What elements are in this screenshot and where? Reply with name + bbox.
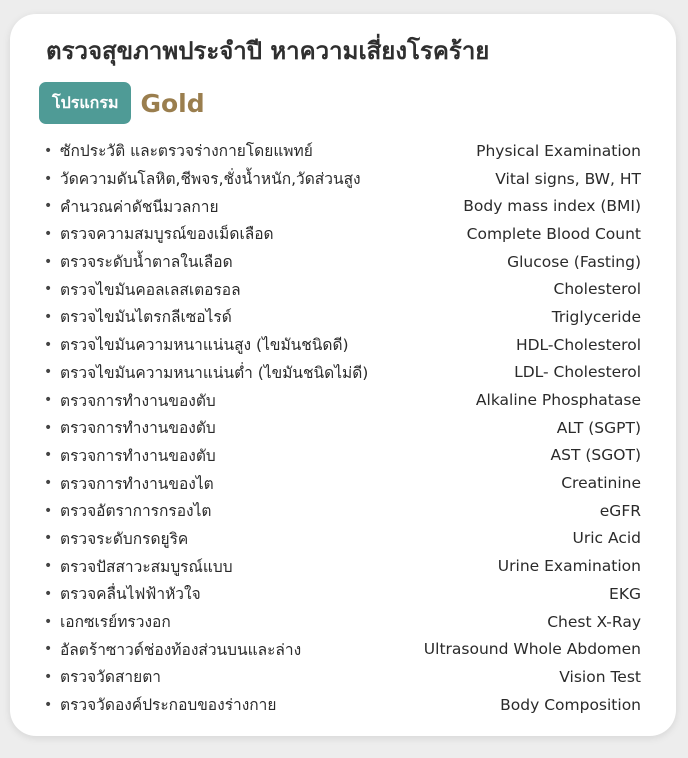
bullet-icon: •: [44, 336, 53, 353]
bullet-icon: •: [44, 447, 53, 464]
bullet-icon: •: [44, 253, 53, 270]
bullet-icon: •: [44, 198, 53, 215]
item-english-label: Creatinine: [561, 474, 641, 493]
item-thai-group: [44, 194, 219, 219]
bullet-icon: •: [44, 585, 53, 602]
item-thai-label: ตรวจคลื่นไฟฟ้าหัวใจ: [60, 585, 201, 604]
item-thai-group: [44, 304, 232, 329]
item-thai-group: [44, 609, 171, 634]
bullet-icon: •: [44, 530, 53, 547]
bullet-icon: •: [44, 281, 53, 298]
page-title: ตรวจสุขภาพประจำปี หาความเสี่ยงโรคร้าย: [46, 37, 490, 65]
item-thai-label: ตรวจไขมันคอลเลสเตอรอล: [60, 280, 241, 299]
program-row: [39, 82, 205, 124]
item-thai-group: [44, 637, 301, 662]
list-item: [44, 497, 641, 525]
item-thai-group: [44, 526, 188, 551]
list-item: [44, 192, 641, 220]
list-item: [44, 580, 641, 608]
bullet-icon: •: [44, 364, 53, 381]
list-item: [44, 525, 641, 553]
list-item: [44, 608, 641, 636]
list-item: [44, 220, 641, 248]
list-item: [44, 386, 641, 414]
item-english-label: HDL-Cholesterol: [515, 335, 641, 354]
item-thai-group: [44, 249, 233, 274]
item-english-label: eGFR: [599, 501, 641, 520]
item-english-label: EKG: [609, 584, 641, 603]
item-english-label: Physical Examination: [476, 141, 641, 160]
item-thai-group: [44, 221, 274, 246]
item-thai-group: [44, 443, 216, 468]
item-thai-label: เอกซเรย์ทรวงอก: [60, 613, 171, 632]
item-thai-group: [44, 554, 233, 579]
item-thai-label: ตรวจการทำงานของตับ: [60, 419, 216, 438]
item-english-label: Glucose (Fasting): [507, 252, 641, 271]
item-english-label: Ultrasound Whole Abdomen: [423, 640, 641, 659]
item-thai-group: [44, 360, 368, 385]
item-thai-label: อัลตร้าซาวด์ช่องท้องส่วนบนและล่าง: [60, 640, 302, 659]
item-english-label: Uric Acid: [572, 529, 641, 548]
bullet-icon: •: [44, 696, 53, 713]
list-item: [44, 275, 641, 303]
bullet-icon: •: [44, 419, 53, 436]
bullet-icon: •: [44, 225, 53, 242]
item-thai-label: ตรวจระดับกรดยูริค: [60, 529, 189, 548]
program-badge: โปรแกรม: [39, 82, 131, 124]
item-thai-group: [44, 388, 216, 413]
list-item: [44, 635, 641, 663]
item-thai-label: ตรวจความสมบูรณ์ของเม็ดเลือด: [60, 225, 274, 244]
list-item: [44, 359, 641, 387]
item-thai-group: [44, 332, 349, 357]
item-english-label: LDL- Cholesterol: [514, 363, 641, 382]
item-thai-label: ตรวจวัดองค์ประกอบของร่างกาย: [60, 696, 277, 715]
item-english-label: Urine Examination: [497, 557, 641, 576]
item-thai-label: คำนวณค่าดัชนีมวลกาย: [60, 197, 219, 216]
item-thai-label: วัดความดันโลหิต,ชีพจร,ชั่งน้ำหนัก,วัดส่วนสูง: [60, 170, 361, 189]
item-thai-label: ตรวจไขมันความหนาแน่นต่ำ (ไขมันชนิดไม่ดี): [60, 363, 369, 382]
item-thai-group: [44, 692, 276, 717]
list-item: [44, 442, 641, 470]
item-english-label: Triglyceride: [551, 307, 641, 326]
list-item: [44, 137, 641, 165]
list-item: [44, 414, 641, 442]
list-item: [44, 552, 641, 580]
item-english-label: Vision Test: [559, 667, 641, 686]
item-thai-group: [44, 498, 211, 523]
list-item: [44, 248, 641, 276]
item-english-label: AST (SGOT): [550, 446, 641, 465]
list-item: [44, 331, 641, 359]
item-thai-group: [44, 664, 161, 689]
item-thai-label: ตรวจอัตราการกรองไต: [60, 502, 212, 521]
item-english-label: Cholesterol: [553, 280, 641, 299]
item-english-label: Chest X-Ray: [547, 612, 641, 631]
item-english-label: ALT (SGPT): [556, 418, 641, 437]
item-english-label: Body mass index (BMI): [463, 197, 641, 216]
item-thai-group: [44, 138, 313, 163]
item-thai-label: ตรวจวัดสายตา: [60, 668, 161, 687]
item-thai-label: ตรวจปัสสาวะสมบูรณ์แบบ: [60, 557, 233, 576]
item-thai-label: ซักประวัติ และตรวจร่างกายโดยแพทย์: [60, 142, 313, 161]
bullet-icon: •: [44, 641, 53, 658]
item-thai-group: [44, 166, 361, 191]
item-thai-label: ตรวจไขมันไตรกลีเซอไรด์: [60, 308, 232, 327]
list-item: [44, 303, 641, 331]
bullet-icon: •: [44, 392, 53, 409]
item-english-label: Body Composition: [500, 695, 641, 714]
bullet-icon: •: [44, 170, 53, 187]
bullet-icon: •: [44, 308, 53, 325]
item-thai-label: ตรวจการทำงานของตับ: [60, 391, 216, 410]
item-thai-group: [44, 581, 201, 606]
item-thai-group: [44, 415, 216, 440]
item-thai-group: [44, 471, 214, 496]
bullet-icon: •: [44, 142, 53, 159]
list-item: [44, 663, 641, 691]
item-thai-label: ตรวจไขมันความหนาแน่นสูง (ไขมันชนิดดี): [60, 336, 349, 355]
list-item: [44, 165, 641, 193]
item-english-label: Vital signs, BW, HT: [495, 169, 641, 188]
item-english-label: Complete Blood Count: [466, 224, 641, 243]
bullet-icon: •: [44, 475, 53, 492]
checkup-item-list: [44, 137, 641, 718]
item-english-label: Alkaline Phosphatase: [475, 391, 641, 410]
bullet-icon: •: [44, 502, 53, 519]
bullet-icon: •: [44, 613, 53, 630]
bullet-icon: •: [44, 668, 53, 685]
item-thai-label: ตรวจการทำงานของไต: [60, 474, 214, 493]
list-item: [44, 469, 641, 497]
item-thai-label: ตรวจการทำงานของตับ: [60, 446, 216, 465]
item-thai-label: ตรวจระดับน้ำตาลในเลือด: [60, 253, 233, 272]
package-card: [10, 14, 676, 736]
list-item: [44, 691, 641, 719]
item-thai-group: [44, 277, 241, 302]
program-tier: Gold: [140, 88, 205, 118]
bullet-icon: •: [44, 558, 53, 575]
